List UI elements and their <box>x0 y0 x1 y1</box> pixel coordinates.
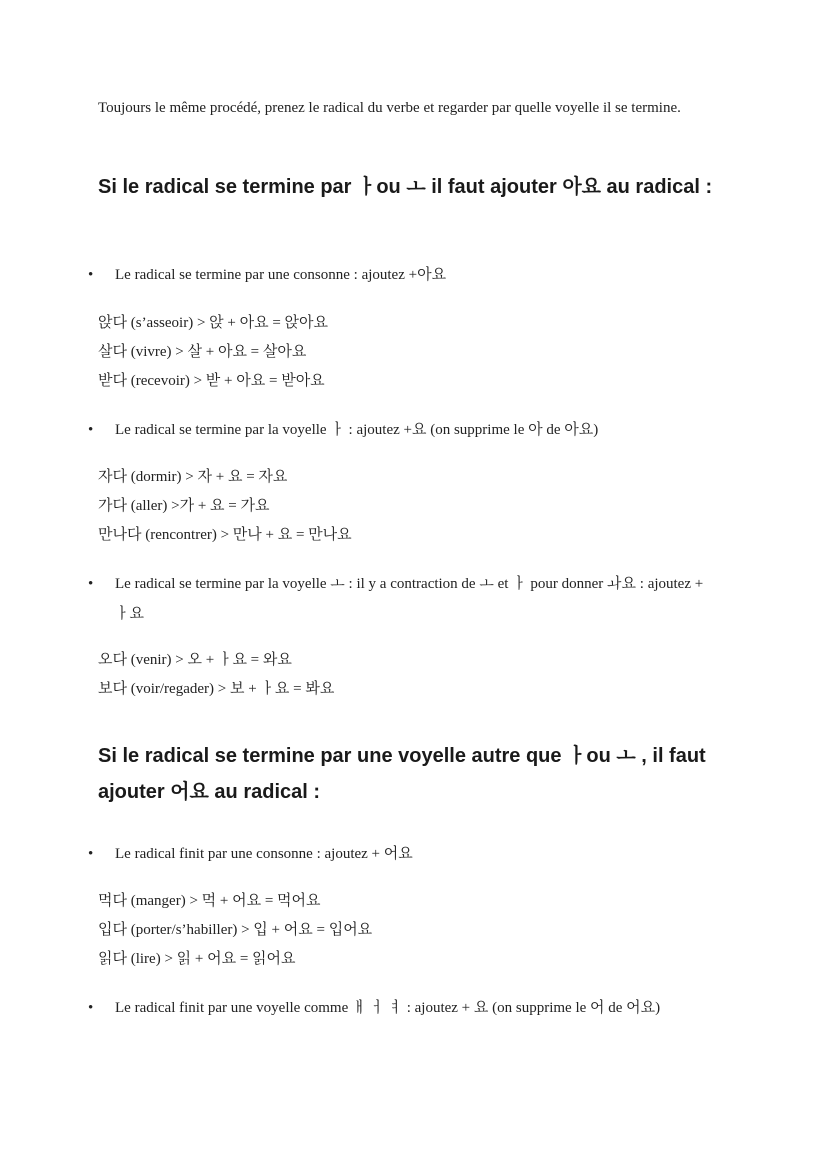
examples-voyelle-o <box>98 646 698 704</box>
example-line: 보다 (voir/regader) > 보 + ㅏ요 = 봐요 <box>98 681 335 697</box>
bullet-voyelle-a <box>88 415 748 445</box>
bullet-consonne-a <box>88 260 748 290</box>
examples-consonne-a <box>98 309 698 396</box>
section-heading-a-o: Si le radical se termine par ㅏou ㅗ il faut ajouter 아요 au radical : <box>98 176 713 198</box>
example-line: 가다 (aller) >가 + 요 = 가요 <box>98 498 270 514</box>
bullet-dot: • <box>88 576 94 592</box>
example-line: 읽다 (lire) > 읽 + 어요 = 읽어요 <box>98 951 296 967</box>
bullet-dot: • <box>88 846 94 862</box>
bullet-dot: • <box>88 1000 94 1016</box>
example-line: 입다 (porter/s’habiller) > 입 + 어요 = 입어요 <box>98 922 373 938</box>
bullet-dot: • <box>88 267 94 283</box>
example-line: 자다 (dormir) > 자 + 요 = 자요 <box>98 469 288 485</box>
bullet-text: Le radical finit par une consonne : ajoutez + 어요 <box>115 846 413 862</box>
example-line: 먹다 (manger) > 먹 + 어요 = 먹어요 <box>98 893 321 909</box>
example-line: 살다 (vivre) > 살 + 아요 = 살아요 <box>98 344 307 360</box>
bullet-dot: • <box>88 422 94 438</box>
intro-paragraph: Toujours le même procédé, prenez le radical du verbe et regarder par quelle voyelle il se termine. <box>98 100 681 116</box>
bullet-consonne-eo <box>88 839 748 869</box>
example-line: 받다 (recevoir) > 받 + 아요 = 받아요 <box>98 373 325 389</box>
bullet-text: Le radical finit par une voyelle comme ㅐ ㅓ ㅕ : ajoutez + 요 (on supprime le 어 de 어요) <box>115 1000 661 1016</box>
bullet-text: Le radical se termine par la voyelle ㅏ : ajoutez +요 (on supprime le 아 de 아요) <box>115 422 599 438</box>
examples-consonne-eo <box>98 887 698 974</box>
example-line: 만나다 (rencontrer) > 만나 + 요 = 만나요 <box>98 527 352 543</box>
examples-voyelle-a <box>98 463 698 550</box>
section-heading-autre: Si le radical se termine par une voyelle autre que ㅏou ㅗ , il faut ajouter 어요 au radical : <box>98 745 706 803</box>
bullet-text: Le radical se termine par une consonne : ajoutez +아요 <box>115 267 447 283</box>
example-line: 오다 (venir) > 오 + ㅏ요 = 와요 <box>98 652 292 668</box>
example-line: 앉다 (s’asseoir) > 앉 + 아요 = 앉아요 <box>98 315 329 331</box>
bullet-voyelle-o <box>88 569 748 629</box>
bullet-text: Le radical se termine par la voyelle ㅗ : il y a contraction de ㅗ et ㅏ pour donner ㅘ요 : ajoutez + ㅏ요 <box>115 576 704 622</box>
bullet-voyelle-eo <box>88 993 748 1023</box>
